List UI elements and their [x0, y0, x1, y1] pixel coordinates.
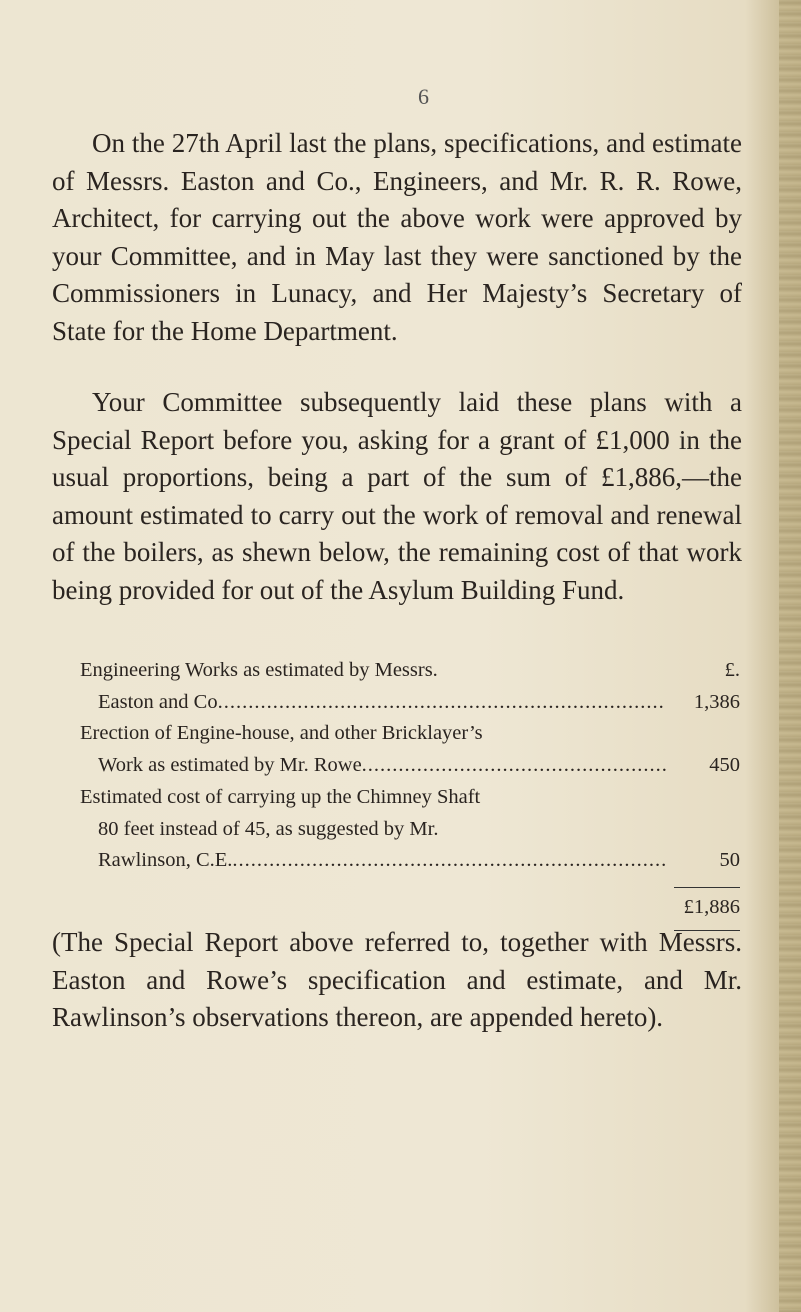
- dot-leader: [362, 750, 666, 782]
- estimate-amount: 1,386: [693, 690, 740, 713]
- paragraph-plans-approved: On the 27th April last the plans, specifications, and estimate of Messrs. Easton and Co., Engineers, and Mr. R. R. Rowe, Architect, for carrying out the above work were approved by your Committee, and in May last they were sanctioned by the Commissioners in Lunacy, and Her Majesty’s Secretary of State for the Home Department.: [52, 128, 742, 346]
- estimate-table: [80, 655, 740, 931]
- estimate-item-text: Engineering Works as estimated by Messrs.: [80, 659, 438, 681]
- currency-header: £.: [724, 659, 740, 681]
- estimate-item-engineering: [80, 655, 740, 687]
- estimate-item-chimney-cont2: [80, 845, 740, 877]
- dot-leader: [218, 687, 666, 719]
- estimate-item-chimney-cont: [80, 814, 740, 846]
- estimate-item-text: Rawlinson, C.E.: [98, 849, 233, 872]
- paragraph-appended-note: (The Special Report above referred to, together with Messrs. Easton and Rowe’s specification and estimate, and Mr. Rawlinson’s observations thereon, are appended hereto).: [52, 927, 742, 1032]
- estimate-item-engineering-cont: [80, 687, 740, 719]
- estimate-amount: 450: [709, 754, 740, 777]
- estimate-total: £1,886: [683, 895, 740, 918]
- page-edge: [779, 0, 801, 1312]
- dot-leader: [232, 845, 666, 877]
- estimate-item-chimney: [80, 782, 740, 814]
- estimate-item-engine-house: [80, 718, 740, 750]
- estimate-item-text: Estimated cost of carrying up the Chimney Shaft: [80, 785, 481, 808]
- estimate-item-text: Easton and Co: [98, 690, 218, 713]
- estimate-item-text: Erection of Engine-house, and other Bricklayer’s: [80, 722, 483, 745]
- estimate-amount: 50: [719, 849, 740, 872]
- paragraph-special-report: Your Committee subsequently laid these plans with a Special Report before you, asking for a grant of £1,000 in the usual proportions, being a part of the sum of £1,886,—the amount estimated to carry out the work of removal and renewal of the boilers, as shewn below, the remaining cost of that work being provided for out of the Asylum Building Fund.: [52, 387, 742, 605]
- page-number: 6: [418, 84, 429, 109]
- estimate-item-engine-house-cont: [80, 750, 740, 782]
- estimate-item-text: 80 feet instead of 45, as suggested by Mr.: [98, 817, 439, 840]
- total-rule-top: [674, 887, 740, 888]
- estimate-item-text: Work as estimated by Mr. Rowe: [98, 754, 362, 777]
